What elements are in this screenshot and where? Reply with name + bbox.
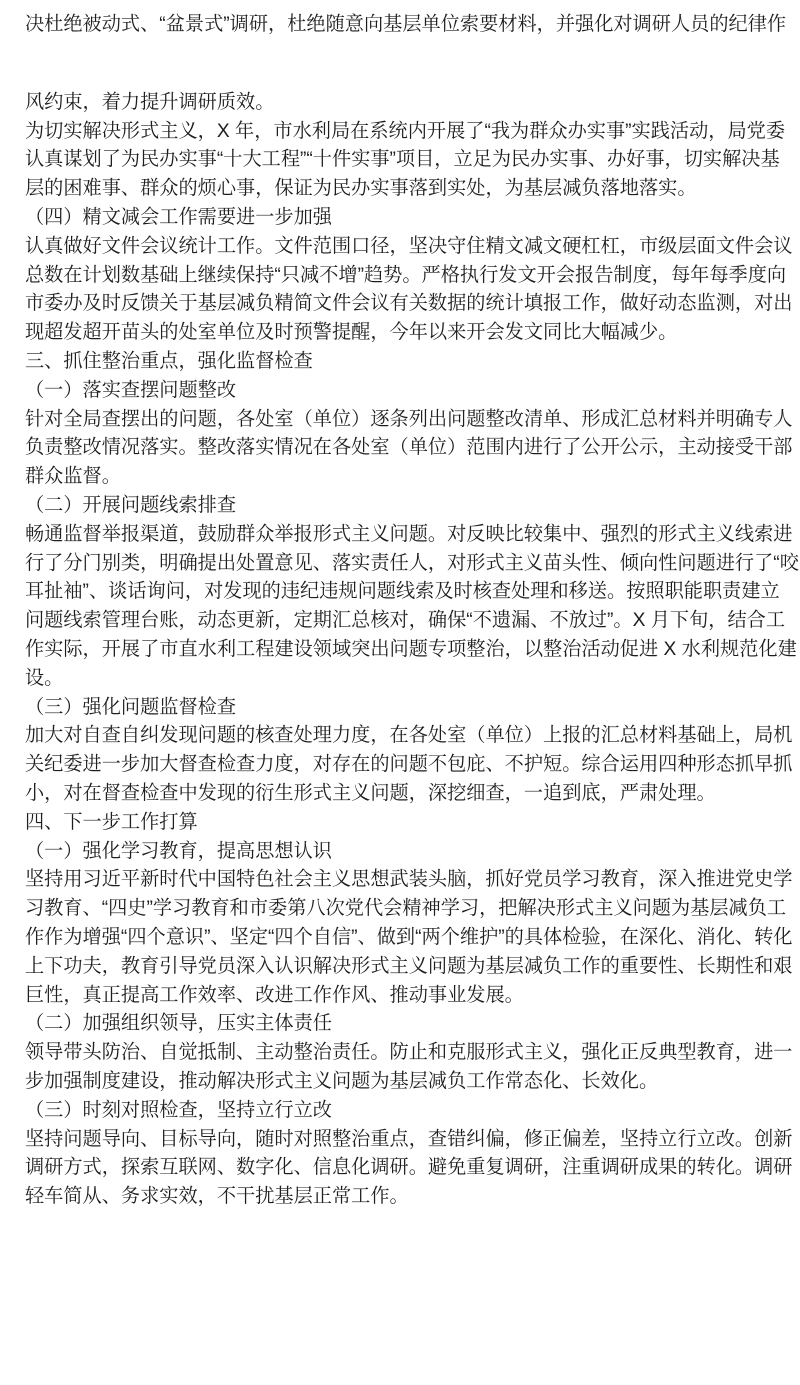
paragraph-line: 设。	[25, 667, 64, 689]
paragraph-line: 小，对在督查检查中发现的衍生形式主义问题，深挖细查，一追到底，严肃处理。	[25, 783, 716, 804]
paragraph-line: 领导带头防治、自觉抵制、主动整治责任。防止和克服形式主义，强化正反典型教育，进一	[25, 1042, 793, 1064]
paragraph-line: 风约束，着力提升调研质效。	[25, 91, 275, 113]
paragraph-line: 畅通监督举报渠道，鼓励群众举报形式主义问题。对反映比较集中、强烈的形式主义线索进	[25, 523, 793, 545]
paragraph-line: 层的困难事、群众的烦心事，保证为民办实事落到实处，为基层减负落地落实。	[25, 178, 697, 200]
paragraph-line: 轻车简从、务求实效，不干扰基层正常工作。	[25, 1186, 409, 1208]
paragraph-line: 作作为增强“四个意识”、坚定“四个自信”、做到“两个维护”的具体检验，在深化、消化、转化	[25, 927, 793, 948]
paragraph-line: 针对全局查摆出的问题，各处室（单位）逐条列出问题整改清单、形成汇总材料并明确专人	[25, 408, 793, 430]
paragraph-line: 负责整改情况落实。整改落实情况在各处室（单位）范围内进行了公开公示，主动接受干部	[25, 437, 793, 459]
paragraph-line: 加大对自查自纠发现问题的核查处理力度，在各处室（单位）上报的汇总材料基础上，局机	[25, 725, 793, 747]
paragraph-line: 认真谋划了为民办实事“十大工程”“十件实事”项目，立足为民办实事、办好事，切实解决基	[25, 149, 780, 171]
paragraph-line: 认真做好文件会议统计工作。文件范围口径，坚决守住精文减文硬杠杠，市级层面文件会议	[25, 235, 793, 257]
paragraph-line: 坚持问题导向、目标导向，随时对照整治重点，查错纠偏，修正偏差，坚持立行立改。创新	[25, 1128, 793, 1150]
section-heading: （三）强化问题监督检查	[25, 696, 237, 718]
paragraph-line: 行了分门别类，明确提出处置意见、落实责任人，对形式主义苗头性、倾向性问题进行了“咬	[25, 552, 799, 574]
paragraph-line: 市委办及时反馈关于基层减负精简文件会议有关数据的统计填报工作，做好动态监测，对出	[25, 293, 793, 315]
paragraph-line: 作实际，开展了市直水利工程建设领域突出问题专项整治，以整治活动促进 X 水利规范化建	[25, 639, 797, 660]
paragraph-line: 关纪委进一步加大督查检查力度，对存在的问题不包庇、不护短。综合运用四种形态抓早抓	[25, 754, 793, 776]
paragraph-line: 上下功夫，教育引导党员深入认识解决形式主义问题为基层减负工作的重要性、长期性和艰	[25, 955, 793, 977]
section-heading: 三、抓住整治重点，强化监督检查	[25, 351, 313, 372]
section-heading: （二）加强组织领导，压实主体责任	[25, 1013, 332, 1035]
paragraph-line: 决杜绝被动式、“盆景式”调研，杜绝随意向基层单位索要材料，并强化对调研人员的纪律作	[25, 14, 787, 35]
paragraph-line: 习教育、“四史”学习教育和市委第八次党代会精神学习，把解决形式主义问题为基层减负工	[25, 898, 787, 920]
paragraph-line: 耳扯袖”、谈话询问，对发现的违纪违规问题线索及时核查处理和移送。按照职能职责建立	[25, 581, 780, 603]
paragraph-line: 问题线索管理台账，动态更新，定期汇总核对，确保“不遗漏、不放过”。X 月下旬，结合工	[25, 610, 786, 632]
paragraph-line: 为切实解决形式主义，X 年，市水利局在系统内开展了“我为群众办实事”实践活动，局党委	[25, 120, 786, 142]
paragraph-line: 调研方式，探索互联网、数字化、信息化调研。避免重复调研，注重调研成果的转化。调研	[25, 1157, 793, 1179]
paragraph-line: 步加强制度建设，推动解决形式主义问题为基层减负工作常态化、长效化。	[25, 1071, 659, 1092]
section-heading: （二）开展问题线索排查	[25, 495, 237, 516]
paragraph-line: 巨性，真正提高工作效率、改进工作作风、推动事业发展。	[25, 984, 524, 1006]
section-heading: （一）强化学习教育，提高思想认识	[25, 840, 332, 862]
paragraph-line: 群众监督。	[25, 466, 121, 488]
section-heading: 四、下一步工作打算	[25, 811, 198, 833]
paragraph-line: 总数在计划数基础上继续保持“只减不增”趋势。严格执行发文开会报告制度，每年每季度向	[25, 264, 787, 286]
section-heading: （三）时刻对照检查，坚持立行立改	[25, 1099, 332, 1121]
paragraph-line: 现超发超开苗头的处室单位及时预警提醒，今年以来开会发文同比大幅减少。	[25, 322, 678, 344]
section-heading: （四）精文减会工作需要进一步加强	[25, 207, 332, 228]
section-heading: （一）落实查摆问题整改	[25, 379, 237, 401]
paragraph-line: 坚持用习近平新时代中国特色社会主义思想武装头脑，抓好党员学习教育，深入推进党史学	[25, 869, 793, 891]
